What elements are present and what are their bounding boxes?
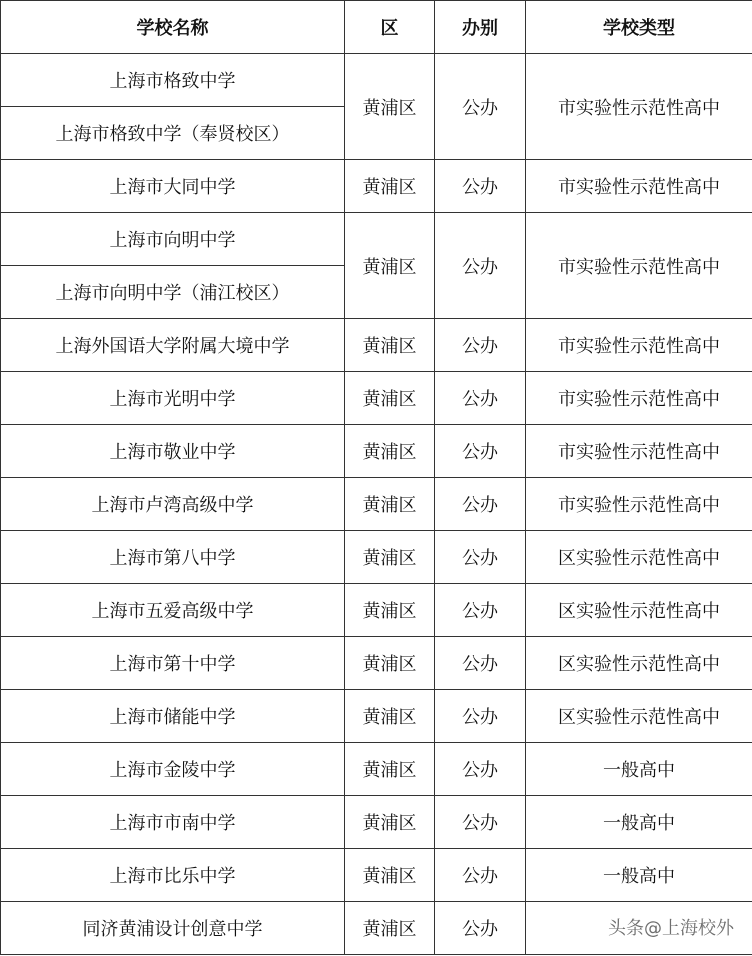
school-name-cell: 上海市第十中学 (1, 637, 345, 690)
school-name-cell: 上海市卢湾高级中学 (1, 478, 345, 531)
header-district: 区 (345, 1, 435, 54)
district-cell: 黄浦区 (345, 849, 435, 902)
school-type-cell: 公办 (435, 319, 526, 372)
school-category-cell: 市实验性示范性高中 (526, 54, 752, 160)
header-school-name: 学校名称 (1, 1, 345, 54)
school-type-cell: 公办 (435, 902, 526, 955)
table-row (1, 531, 752, 584)
table-row (1, 690, 752, 743)
school-type-cell: 公办 (435, 213, 526, 319)
school-category-cell: 市实验性示范性高中 (526, 160, 752, 213)
district-cell: 黄浦区 (345, 425, 435, 478)
school-name-cell: 上海市向明中学 (1, 213, 345, 266)
school-type-cell: 公办 (435, 425, 526, 478)
school-name-cell: 上海市光明中学 (1, 372, 345, 425)
school-category-cell: 市实验性示范性高中 (526, 213, 752, 319)
school-type-cell: 公办 (435, 796, 526, 849)
school-category-cell: 区实验性示范性高中 (526, 637, 752, 690)
school-category-cell: 一般高中 (526, 796, 752, 849)
district-cell: 黄浦区 (345, 531, 435, 584)
school-category-cell: 一般高中 (526, 849, 752, 902)
school-type-cell: 公办 (435, 637, 526, 690)
school-name-cell: 同济黄浦设计创意中学 (1, 902, 345, 955)
district-cell: 黄浦区 (345, 160, 435, 213)
school-type-cell: 公办 (435, 584, 526, 637)
school-name-cell: 上海市市南中学 (1, 796, 345, 849)
table-row (1, 478, 752, 531)
school-type-cell: 公办 (435, 372, 526, 425)
school-name-cell: 上海市大同中学 (1, 160, 345, 213)
district-cell: 黄浦区 (345, 902, 435, 955)
school-name-cell: 上海市储能中学 (1, 690, 345, 743)
school-category-cell: 区实验性示范性高中 (526, 531, 752, 584)
school-category-cell: 市实验性示范性高中 (526, 478, 752, 531)
table-row (1, 425, 752, 478)
school-category-cell: 区实验性示范性高中 (526, 584, 752, 637)
school-category-cell: 一般高中 (526, 743, 752, 796)
district-cell: 黄浦区 (345, 54, 435, 160)
table-row (1, 849, 752, 902)
school-category-cell: 区实验性示范性高中 (526, 690, 752, 743)
watermark: 头条@上海校外 (608, 918, 734, 939)
school-type-cell: 公办 (435, 690, 526, 743)
district-cell: 黄浦区 (345, 796, 435, 849)
school-category-cell: 市实验性示范性高中 (526, 425, 752, 478)
district-cell: 黄浦区 (345, 372, 435, 425)
header-school-type: 办别 (435, 1, 526, 54)
table-row (1, 743, 752, 796)
school-name-cell: 上海市第八中学 (1, 531, 345, 584)
table-row (1, 637, 752, 690)
table-row (1, 796, 752, 849)
district-cell: 黄浦区 (345, 584, 435, 637)
table-row (1, 372, 752, 425)
school-name-cell: 上海外国语大学附属大境中学 (1, 319, 345, 372)
school-name-cell: 上海市格致中学（奉贤校区） (1, 107, 345, 160)
school-type-cell: 公办 (435, 531, 526, 584)
school-name-cell: 上海市敬业中学 (1, 425, 345, 478)
school-name-cell: 上海市五爱高级中学 (1, 584, 345, 637)
table-row (1, 160, 752, 213)
header-school-category: 学校类型 (526, 1, 752, 54)
school-type-cell: 公办 (435, 478, 526, 531)
district-cell: 黄浦区 (345, 637, 435, 690)
school-name-cell: 上海市向明中学（浦江校区） (1, 266, 345, 319)
school-type-cell: 公办 (435, 54, 526, 160)
school-name-cell: 上海市比乐中学 (1, 849, 345, 902)
school-name-cell: 上海市金陵中学 (1, 743, 345, 796)
table-row (1, 54, 752, 107)
district-cell: 黄浦区 (345, 743, 435, 796)
school-category-cell: 市实验性示范性高中 (526, 372, 752, 425)
table-body (1, 54, 752, 955)
table-row (1, 213, 752, 266)
school-type-cell: 公办 (435, 160, 526, 213)
school-category-cell: 市实验性示范性高中 (526, 319, 752, 372)
table-row (1, 584, 752, 637)
district-cell: 黄浦区 (345, 478, 435, 531)
school-type-cell: 公办 (435, 743, 526, 796)
table-row (1, 319, 752, 372)
district-cell: 黄浦区 (345, 319, 435, 372)
school-type-cell: 公办 (435, 849, 526, 902)
district-cell: 黄浦区 (345, 213, 435, 319)
district-cell: 黄浦区 (345, 690, 435, 743)
school-name-cell: 上海市格致中学 (1, 54, 345, 107)
table-header-row (1, 1, 752, 54)
